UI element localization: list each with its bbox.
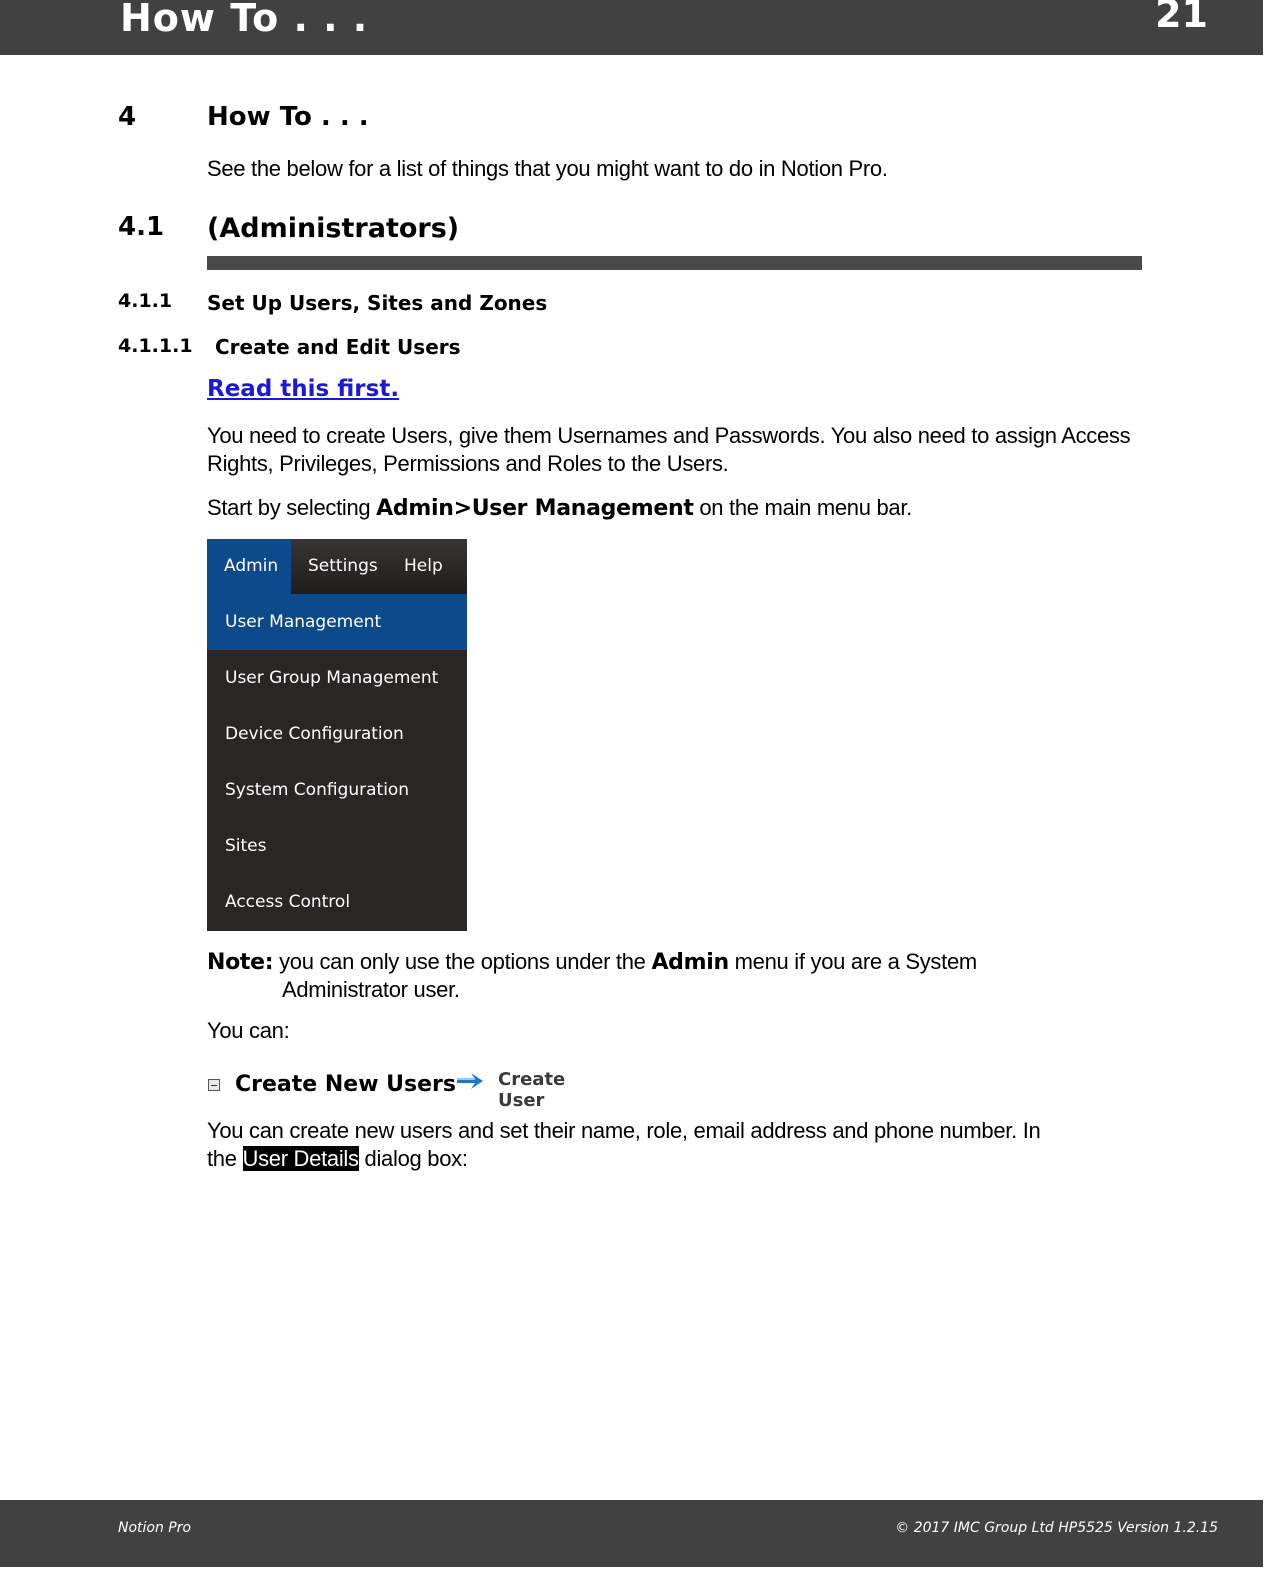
note-text-2: menu if you are a System [728, 949, 977, 974]
section-number: 4 [118, 102, 137, 132]
create-user-label: Create User [498, 1069, 566, 1111]
page-footer [0, 1500, 1263, 1567]
read-first-link[interactable]: Read this first. [207, 376, 400, 402]
create-users-line-2 [207, 1145, 468, 1173]
subsubsection-title: Set Up Users, Sites and Zones [207, 291, 548, 315]
note-admin: Admin [651, 950, 729, 975]
footer-copyright: © 2017 IMC Group Ltd HP5525 Version 1.2.15 [895, 1520, 1218, 1536]
note-text-1: you can only use the options under the [273, 949, 652, 974]
arrow-right-icon [455, 1068, 487, 1094]
create-users-line-1: You can create new users and set their name, role, email address and phone number. In [207, 1118, 1041, 1143]
note-line-2: Administrator user. [282, 977, 460, 1002]
footer-product: Notion Pro [118, 1520, 192, 1536]
users-paragraph: You need to create Users, give them Usernames and Passwords. You also need to assign Access Rights, Privileges, Permissions and Roles to the Users. [207, 423, 1131, 476]
create-users-prefix: the [207, 1146, 243, 1171]
header-title: How To . . . [120, 0, 369, 40]
page-number: 21 [1155, 0, 1208, 36]
intro-text: See the below for a list of things that you might want to do in Notion Pro. [207, 156, 888, 181]
menu-bar [207, 539, 467, 594]
subsubsection-number: 4.1.1 [118, 290, 173, 312]
create-new-users-heading: Create New Users [235, 1072, 456, 1097]
section-title: How To . . . [207, 102, 369, 132]
menu-item-sites[interactable]: Sites [225, 836, 267, 856]
subsection-number: 4.1 [118, 212, 165, 242]
create-users-suffix: dialog box: [358, 1146, 468, 1171]
note-label: Note: [207, 950, 274, 975]
menu-item-access-control[interactable]: Access Control [225, 892, 351, 912]
menu-item-user-management[interactable]: User Management [207, 594, 467, 650]
instruction-menu-path: Admin>User Management [376, 496, 694, 521]
collapse-icon[interactable] [208, 1079, 220, 1091]
menu-item-user-group-management[interactable]: User Group Management [225, 668, 439, 688]
page-header [0, 0, 1263, 55]
you-can-text: You can: [207, 1018, 290, 1043]
create-user-button-screenshot [455, 1066, 615, 1111]
admin-menu-screenshot [207, 539, 467, 931]
paragraph-title: Create and Edit Users [215, 335, 461, 359]
heading-rule [207, 256, 1142, 270]
menu-tab-settings[interactable]: Settings [308, 556, 378, 576]
menu-item-device-configuration[interactable]: Device Configuration [225, 724, 404, 744]
user-details-highlight: User Details [242, 1146, 359, 1171]
menu-item-system-configuration[interactable]: System Configuration [225, 780, 410, 800]
subsection-title: (Administrators) [207, 213, 460, 244]
menu-tab-help[interactable]: Help [404, 556, 443, 576]
instruction-paragraph [207, 494, 912, 523]
instruction-prefix: Start by selecting [207, 495, 377, 520]
menu-tab-admin[interactable]: Admin [207, 539, 291, 594]
paragraph-number: 4.1.1.1 [118, 335, 193, 357]
instruction-suffix: on the main menu bar. [693, 495, 912, 520]
note-paragraph [207, 948, 977, 977]
